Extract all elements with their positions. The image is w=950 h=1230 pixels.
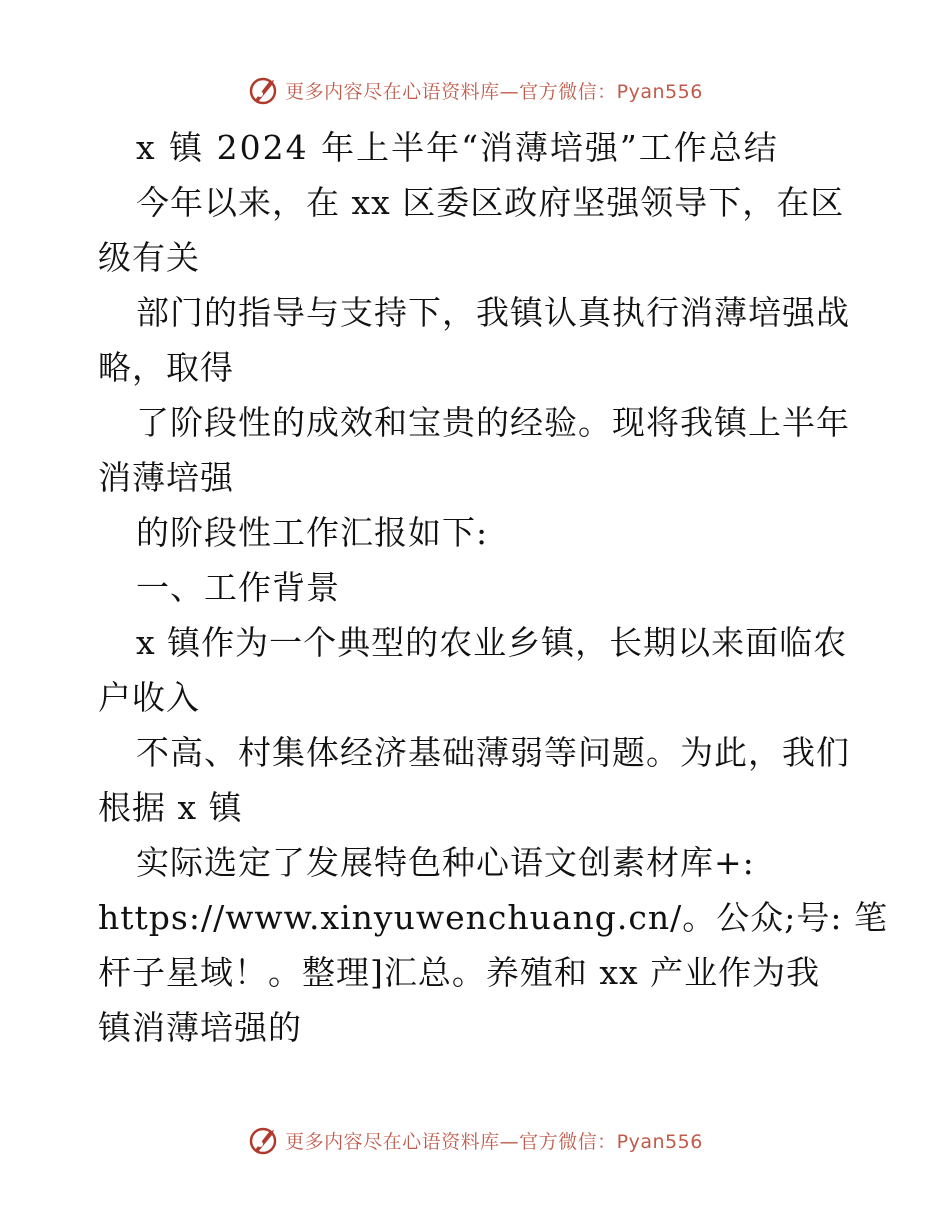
paragraph-line: 杆子星域！。整理]汇总。养殖和 xx 产业作为我 bbox=[98, 953, 821, 992]
paragraph-line: x 镇作为一个典型的农业乡镇，长期以来面临农 bbox=[136, 623, 848, 662]
paragraph-line: 级有关 bbox=[98, 238, 200, 277]
paragraph-line: 了阶段性的成效和宝贵的经验。现将我镇上半年 bbox=[136, 403, 850, 442]
watermark-text: 更多内容尽在心语资料库—官方微信：Pyan556 bbox=[285, 1130, 703, 1153]
paragraph-line: https://www.xinyuwenchuang.cn/。公众;号: 笔 bbox=[98, 898, 888, 937]
paragraph-line: 的阶段性工作汇报如下: bbox=[136, 513, 489, 552]
pen-logo-icon bbox=[247, 1124, 279, 1156]
paragraph-line: 部门的指导与支持下，我镇认真执行消薄培强战 bbox=[136, 293, 850, 332]
paragraph-line: 今年以来，在 xx 区委区政府坚强领导下，在区 bbox=[136, 183, 845, 222]
footer-watermark bbox=[0, 1122, 950, 1158]
paragraph-line: 不高、村集体经济基础薄弱等问题。为此，我们 bbox=[136, 733, 850, 772]
document-body bbox=[98, 120, 888, 1055]
header-watermark bbox=[0, 72, 950, 108]
section-heading: 一、工作背景 bbox=[136, 568, 340, 607]
paragraph-line: 镇消薄培强的 bbox=[98, 1008, 302, 1047]
watermark-text: 更多内容尽在心语资料库—官方微信：Pyan556 bbox=[285, 80, 703, 103]
paragraph-line: 消薄培强 bbox=[98, 458, 234, 497]
pen-logo-icon bbox=[247, 74, 279, 106]
paragraph-line: 实际选定了发展特色种心语文创素材库+: bbox=[136, 843, 755, 882]
paragraph-line: 根据 x 镇 bbox=[98, 788, 243, 827]
paragraph-line: 略，取得 bbox=[98, 348, 234, 387]
paragraph-line: 户收入 bbox=[98, 678, 200, 717]
document-title: x 镇 2024 年上半年“消薄培强”工作总结 bbox=[136, 128, 779, 167]
